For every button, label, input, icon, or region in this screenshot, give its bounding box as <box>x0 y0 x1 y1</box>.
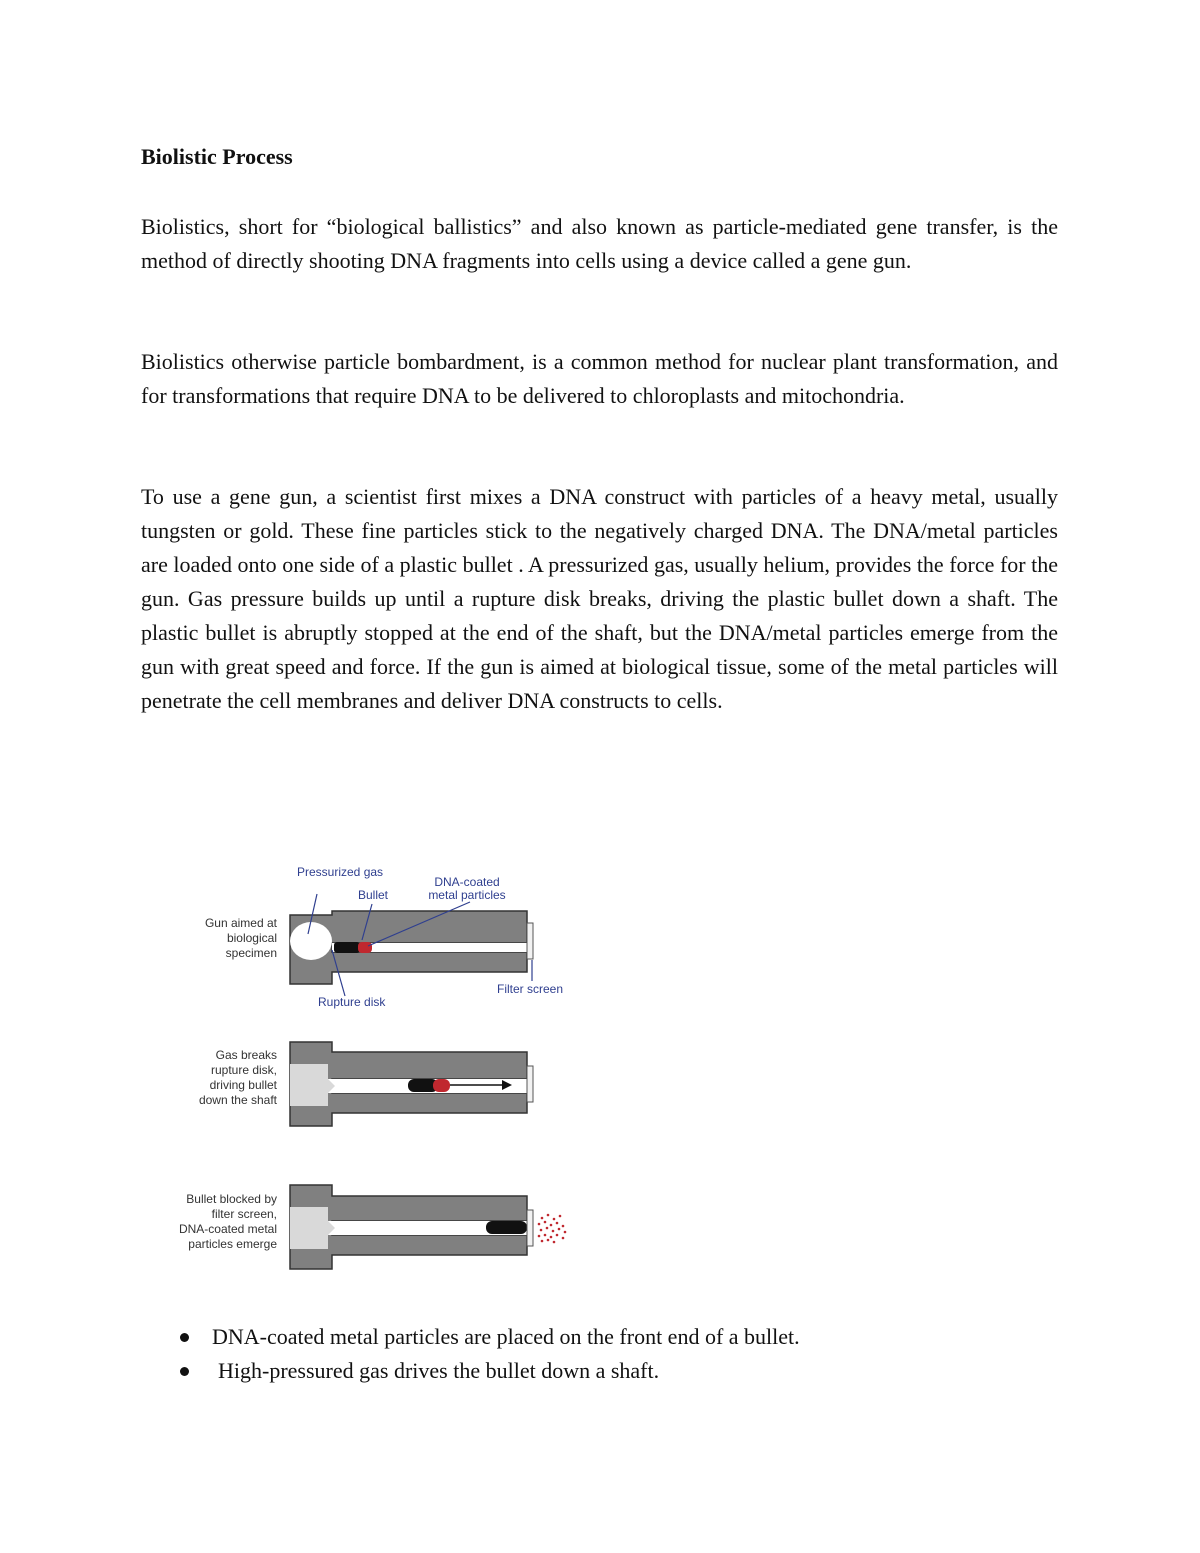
stage2-caption-line2: rupture disk, <box>210 1063 277 1077</box>
emerging-particles <box>538 1214 567 1244</box>
stage2-caption-line3: driving bullet <box>209 1078 277 1092</box>
gene-gun-diagram <box>150 858 590 1278</box>
stage3-caption-line3: DNA-coated metal <box>178 1222 277 1236</box>
stage2-caption-line4: down the shaft <box>198 1093 277 1107</box>
stage-3-gun <box>179 1185 566 1269</box>
label-bullet: Bullet <box>358 888 389 902</box>
gas-chamber-3 <box>290 1207 328 1249</box>
gene-gun-svg <box>150 858 590 1278</box>
stage2-caption-line1: Gas breaks <box>215 1048 277 1062</box>
summary-bullet-list <box>176 1320 800 1388</box>
filter-screen-3 <box>527 1210 533 1246</box>
stage3-caption-line4: particles emerge <box>188 1237 277 1251</box>
stage3-caption-line1: Bullet blocked by <box>186 1192 277 1206</box>
stage-1-gun <box>205 865 563 1009</box>
label-rupture-disk: Rupture disk <box>318 995 386 1009</box>
stage1-caption-line3: specimen <box>225 946 277 960</box>
document-body <box>141 140 1058 713</box>
stage3-caption-line2: filter screen, <box>211 1207 277 1221</box>
bullet-3-blocked <box>486 1221 527 1234</box>
bullet-dot-icon <box>180 1333 189 1342</box>
dna-particles-1 <box>358 942 372 953</box>
label-dna-coated-line1: DNA-coated <box>434 875 500 889</box>
stage1-caption-line2: biological <box>226 931 277 945</box>
bullet-1 <box>334 942 360 953</box>
dna-particles-2 <box>433 1079 450 1092</box>
paragraph-applications: Biolistics otherwise particle bombardment, is a common method for nuclear plant transformation, and for transformations that require DNA to be delivered to chloroplasts and mitochondria. <box>141 349 1058 408</box>
list-item: High-pressured gas drives the bullet down a shaft. <box>176 1354 800 1388</box>
label-filter-screen: Filter screen <box>497 982 564 996</box>
gas-chamber-2 <box>290 1064 328 1106</box>
paragraph-intro: Biolistics, short for “biological ballistics” and also known as particle-mediated gene transfer, is the method of directly shooting DNA fragments into cells using a device called a gene gun. <box>141 214 1058 273</box>
gas-chamber-1 <box>290 922 332 960</box>
label-pressurized-gas: Pressurized gas <box>297 865 384 879</box>
filter-screen-2 <box>527 1066 533 1102</box>
filter-screen-1 <box>527 923 533 959</box>
stage1-caption-line1: Gun aimed at <box>204 916 277 930</box>
label-dna-coated-line2: metal particles <box>428 888 506 902</box>
bullet-dot-icon <box>180 1367 189 1376</box>
stage-2-gun <box>199 1042 533 1126</box>
list-item: DNA-coated metal particles are placed on the front end of a bullet. <box>176 1320 800 1354</box>
paragraph-procedure: To use a gene gun, a scientist first mixes a DNA construct with particles of a heavy metal, usually tungsten or gold. These fine particles stick to the negatively charged DNA. The DNA/metal particles are loaded onto one side of a plastic bullet . A pressurized gas, usually helium, provides the force for the gun. Gas pressure builds up until a rupture disk breaks, driving the plastic bullet down a shaft. The plastic bullet is abruptly stopped at the end of the shaft, but the DNA/metal particles emerge from the gun with great speed and force. If the gun is aimed at biological tissue, some of the metal particles will penetrate the cell membranes and deliver DNA constructs to cells. <box>141 484 1058 713</box>
document-title: Biolistic Process <box>141 144 293 169</box>
